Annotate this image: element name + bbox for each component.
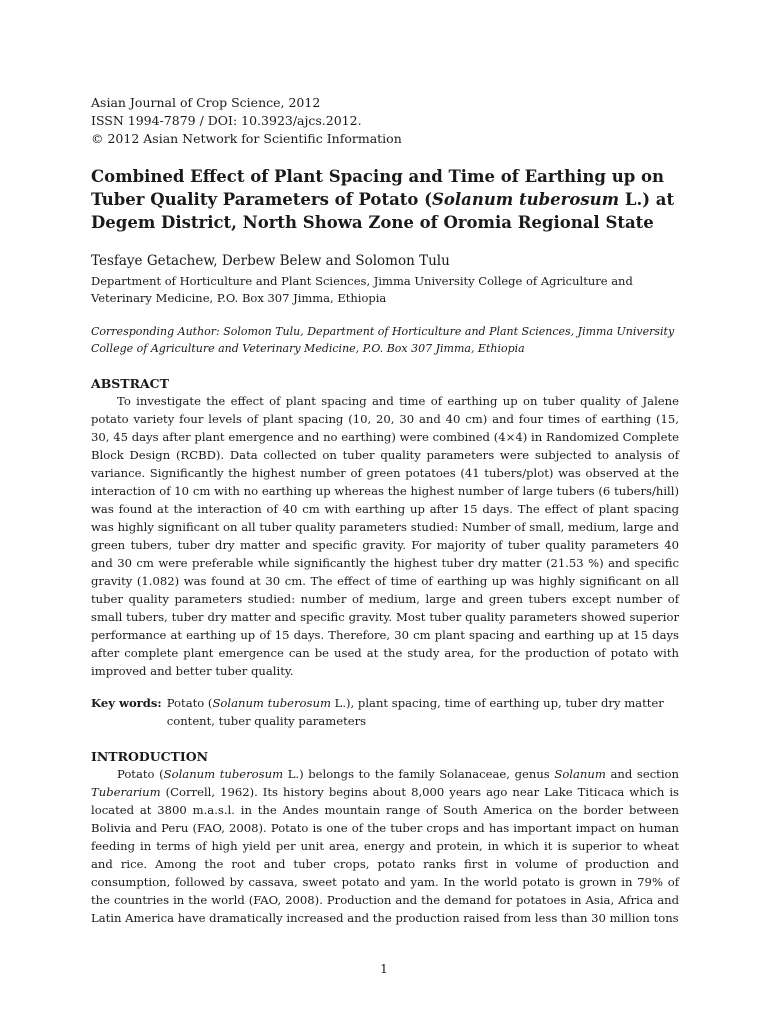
corresponding-author: Corresponding Author: Solomon Tulu, Department of Horticulture and Plant Sciences, Jimma University College of Agriculture and Veterinary Medicine, P.O. Box 307 Jimma, Ethiopia <box>91 325 675 355</box>
author-list: Tesfaye Getachew, Derbew Belew and Solomon Tulu <box>91 253 450 269</box>
copyright-line: © 2012 Asian Network for Scientific Information <box>91 131 402 146</box>
issn-doi: ISSN 1994-7879 / DOI: 10.3923/ajcs.2012. <box>91 113 362 128</box>
introduction-paragraph: Potato (Solanum tuberosum L.) belongs to the family Solanaceae, genus Solanum and section Tuberarium (Correll, 1962). Its history begins about 8,000 years ago near Lake Titicaca which is located at 3800 m.a.s.l. in the Andes mountain range of South America on the border between Bolivia and Peru (FAO, 2008). Potato is one of the tuber crops and has important impact on human feeding in terms of high yield per unit area, energy and protein, in which it is superior to wheat and rice. Among the root and tuber crops, potato ranks first in volume of production and consumption, followed by cassava, sweet potato and yam. In the world potato is grown in 79% of the countries in the world (FAO, 2008). Production and the demand for potatoes in Asia, Africa and Latin America have dramatically increased and the production raised from less than 30 million tons <box>91 767 679 925</box>
author-affiliation: Department of Horticulture and Plant Sciences, Jimma University College of Agriculture and Veterinary Medicine, P.O. Box 307 Jimma, Ethiopia <box>91 274 633 305</box>
keywords-label: Key words: <box>91 696 162 710</box>
page-number: 1 <box>380 962 388 976</box>
title-species: Solanum tuberosum <box>431 190 620 209</box>
journal-name: Asian Journal of Crop Science, 2012 <box>91 95 321 110</box>
introduction-heading: INTRODUCTION <box>91 749 209 764</box>
journal-masthead <box>91 94 679 148</box>
abstract-text: To investigate the effect of plant spacing and time of earthing up on tuber quality of Jalene potato variety four levels of plant spacing (10, 20, 30 and 40 cm) and four times of earthing (15, 30, 45 days after plant emergence and no earthing) were combined (4×4) in Randomized Complete Block Design (RCBD). Data collected on tuber quality parameters were subjected to analysis of variance. Significantly the highest number of green potatoes (41 tubers/plot) was observed at the interaction of 10 cm with no earthing up whereas the highest number of large tubers (6 tubers/hill) was found at the interaction of 40 cm with earthing up after 15 days. The effect of plant spacing was highly significant on all tuber quality parameters studied: Number of small, medium, large and green tubers, tuber dry matter and specific gravity. For majority of tuber quality parameters 40 and 30 cm were preferable while significantly the highest tuber dry matter (21.53 %) and specific gravity (1.082) was found at 30 cm. The effect of time of earthing up was highly significant on all tuber quality parameters studied: number of medium, large and green tubers except number of small tubers, tuber dry matter and specific gravity. Most tuber quality parameters showed superior performance at earthing up of 15 days. Therefore, 30 cm plant spacing and earthing up at 15 days after complete plant emergence can be used at the study area, for the production of potato with improved and better tuber quality. <box>91 394 679 678</box>
abstract-heading: ABSTRACT <box>91 376 169 391</box>
keywords-block <box>91 694 679 730</box>
keywords-list: Potato (Solanum tuberosum L.), plant spacing, time of earthing up, tuber dry matter content, tuber quality parameters <box>166 696 664 728</box>
paper-title: Combined Effect of Plant Spacing and Time of Earthing up on Tuber Quality Parameters of Potato (Solanum tuberosum L.) at Degem District, North Showa Zone of Oromia Regional State <box>91 167 675 232</box>
